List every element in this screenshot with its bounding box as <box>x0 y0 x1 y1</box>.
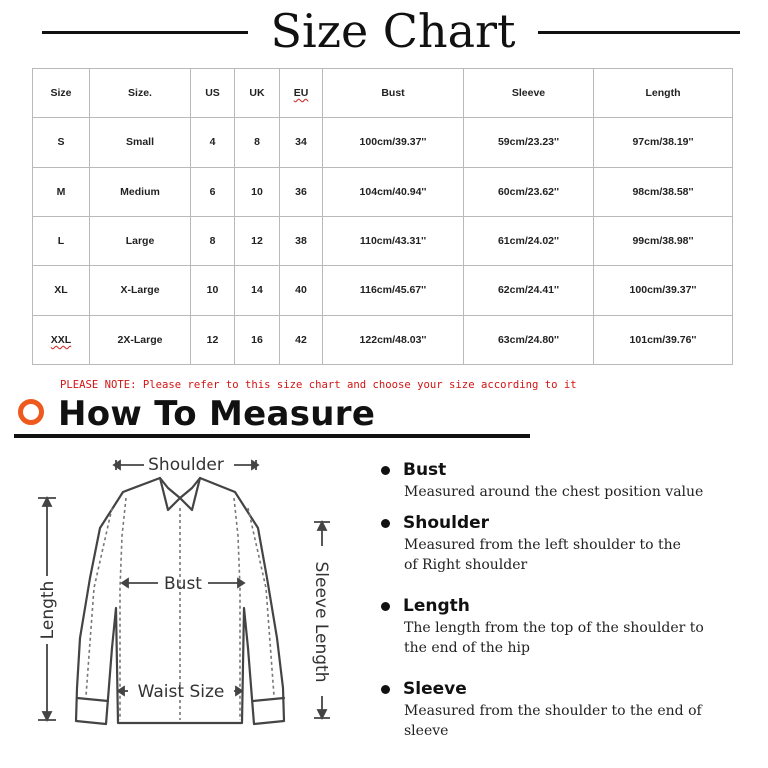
bust-label: Bust <box>164 574 202 594</box>
table-cell: Small <box>90 118 191 167</box>
size-table <box>32 68 733 365</box>
measure-desc: The length from the top of the shoulder to the end of the hip <box>404 620 704 656</box>
measure-desc: Measured from the shoulder to the end of sleeve <box>404 703 702 739</box>
bullet-dot-icon <box>381 685 390 694</box>
table-row <box>33 118 733 167</box>
header-rule-right <box>538 31 740 34</box>
shirt-collar <box>160 478 200 510</box>
column-header: UK <box>235 69 280 118</box>
table-cell: 98cm/38.58'' <box>594 167 733 216</box>
table-row <box>33 266 733 315</box>
ring-bullet-icon <box>18 399 44 425</box>
measure-title: Sleeve <box>403 679 467 699</box>
table-cell: 42 <box>280 315 323 364</box>
table-cell: 62cm/24.41'' <box>464 266 594 315</box>
header-rule-left <box>42 31 248 34</box>
column-header: Length <box>594 69 733 118</box>
table-cell: 110cm/43.31'' <box>323 216 464 265</box>
waist-label: Waist Size <box>137 682 225 702</box>
column-header: Sleeve <box>464 69 594 118</box>
table-cell: 10 <box>235 167 280 216</box>
table-cell: 97cm/38.19'' <box>594 118 733 167</box>
length-label: Length <box>38 580 58 640</box>
bullet-dot-icon <box>381 466 390 475</box>
measure-title: Bust <box>403 460 447 480</box>
shoulder-label: Shoulder <box>148 455 224 475</box>
table-cell: L <box>33 216 90 265</box>
table-cell: 14 <box>235 266 280 315</box>
column-header <box>280 69 323 118</box>
table-cell: 36 <box>280 167 323 216</box>
table-cell: 104cm/40.94'' <box>323 167 464 216</box>
table-cell: 99cm/38.98'' <box>594 216 733 265</box>
table-cell: 59cm/23.23'' <box>464 118 594 167</box>
table-cell: S <box>33 118 90 167</box>
table-row <box>33 216 733 265</box>
size-note: PLEASE NOTE: Please refer to this size chart and choose your size according to it <box>60 379 577 391</box>
table-cell: 10 <box>191 266 235 315</box>
table-cell <box>33 315 90 364</box>
table-cell-xxl: XXL <box>50 333 72 346</box>
table-cell: 6 <box>191 167 235 216</box>
table-cell: 38 <box>280 216 323 265</box>
table-cell: 63cm/24.80'' <box>464 315 594 364</box>
heading-underline <box>14 434 530 438</box>
how-to-measure-heading <box>14 392 534 438</box>
table-cell: 100cm/39.37'' <box>323 118 464 167</box>
table-cell: 34 <box>280 118 323 167</box>
size-chart-header <box>0 4 768 58</box>
table-row <box>33 315 733 364</box>
table-cell: 12 <box>235 216 280 265</box>
table-cell: 101cm/39.76'' <box>594 315 733 364</box>
shirt-cuff-left <box>77 698 108 701</box>
table-cell: X-Large <box>90 266 191 315</box>
table-cell: 116cm/45.67'' <box>323 266 464 315</box>
how-to-measure-title: How To Measure <box>58 394 376 434</box>
bullet-dot-icon <box>381 602 390 611</box>
measure-desc: Measured from the left shoulder to the of Right shoulder <box>404 537 681 573</box>
column-header: Bust <box>323 69 464 118</box>
table-cell: 12 <box>191 315 235 364</box>
measure-title: Length <box>403 596 470 616</box>
table-cell: 61cm/24.02'' <box>464 216 594 265</box>
table-cell: 40 <box>280 266 323 315</box>
table-cell: 16 <box>235 315 280 364</box>
bullet-dot-icon <box>381 519 390 528</box>
table-row <box>33 167 733 216</box>
table-cell: Large <box>90 216 191 265</box>
column-header: US <box>191 69 235 118</box>
column-header-eu: EU <box>293 87 309 100</box>
measure-title: Shoulder <box>403 513 490 533</box>
table-cell: 122cm/48.03'' <box>323 315 464 364</box>
table-cell: XL <box>33 266 90 315</box>
table-cell: M <box>33 167 90 216</box>
table-cell: 100cm/39.37'' <box>594 266 733 315</box>
shirt-measure-diagram <box>20 448 350 758</box>
table-cell: Medium <box>90 167 191 216</box>
column-header: Size. <box>90 69 191 118</box>
measure-desc: Measured around the chest position value <box>404 484 704 500</box>
table-cell: 4 <box>191 118 235 167</box>
table-cell: 8 <box>191 216 235 265</box>
column-header: Size <box>33 69 90 118</box>
shirt-cuff-right <box>253 698 284 701</box>
sleeve-length-label: Sleeve Length <box>311 561 331 683</box>
table-header-row <box>33 69 733 118</box>
table-cell: 8 <box>235 118 280 167</box>
page-title: Size Chart <box>270 4 516 58</box>
table-cell: 2X-Large <box>90 315 191 364</box>
table-cell: 60cm/23.62'' <box>464 167 594 216</box>
